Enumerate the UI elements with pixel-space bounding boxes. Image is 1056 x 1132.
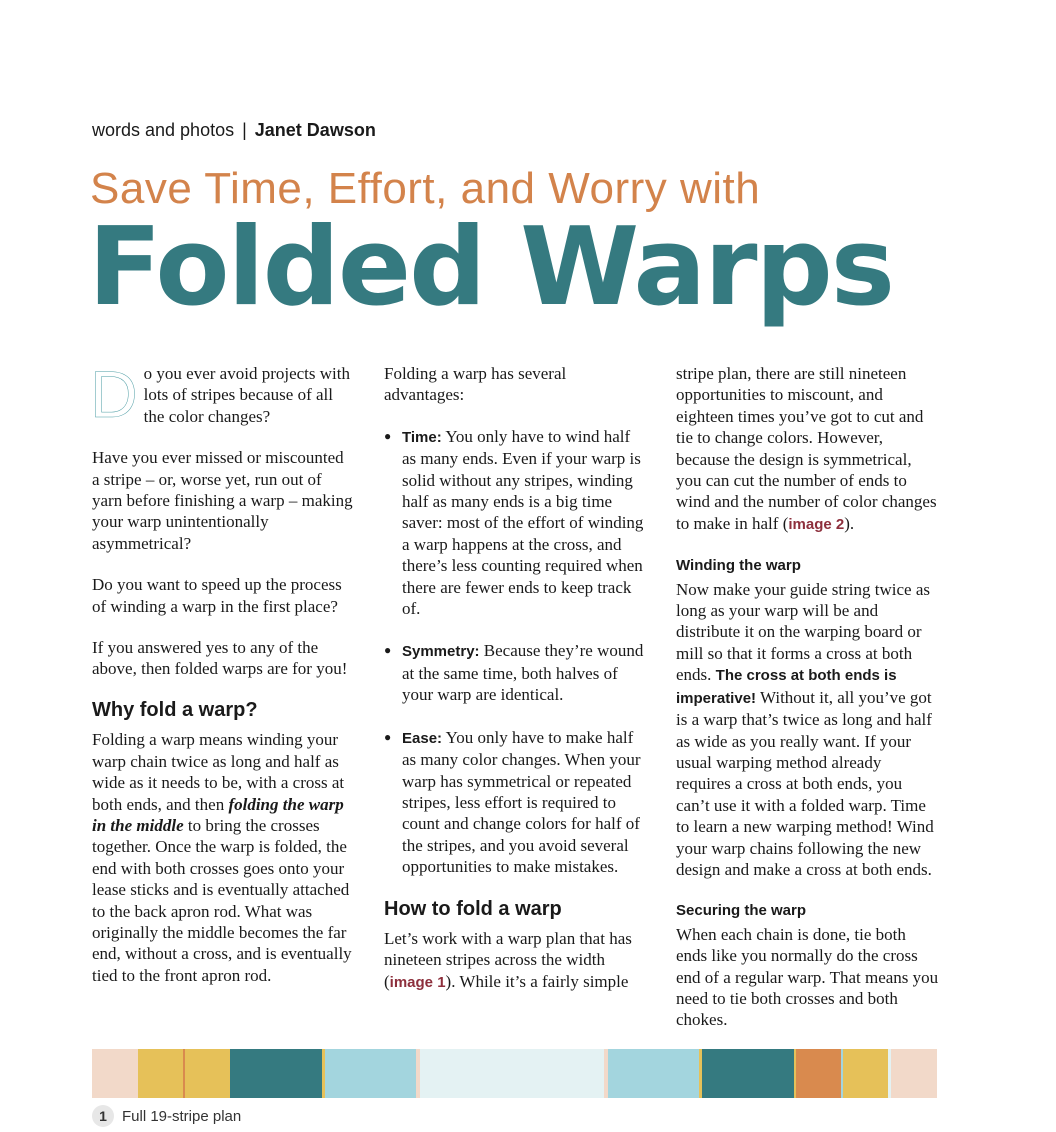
stripe	[891, 1049, 937, 1098]
list-item	[384, 640, 646, 705]
byline-label: words and photos	[92, 120, 235, 140]
text: Let’s work with a warp plan that has nineteen stripes across the width (	[384, 928, 632, 991]
advantages-list	[384, 426, 646, 878]
text: stripe plan, there are still nineteen opportunities to miscount, and eighteen times you’ve got to cut and tie to change colors. However, because the design is symmetrical, you can cut the number of ends to wind and the number of color changes to make in half (	[676, 364, 937, 533]
intro-paragraph	[90, 357, 354, 431]
stripe	[325, 1049, 416, 1098]
paragraph: Folding a warp has several advantages:	[384, 364, 567, 405]
byline	[92, 120, 376, 141]
emphasis: folding the warp in the middle	[92, 794, 344, 835]
subheading-securing: Securing the warp	[676, 902, 807, 920]
byline-separator: |	[242, 120, 247, 140]
article-headline: Folded Warps	[88, 205, 894, 330]
stripe-plan-image	[92, 1049, 937, 1098]
text: Now make your guide string twice as long as your warp will be and distribute it on the warping board or mill so that it forms a cross at both ends.	[676, 579, 930, 685]
text: Folding a warp means winding your warp chain twice as long and half as wide as it needs to be, with a cross at both ends, and then	[92, 730, 345, 814]
drop-cap: D	[90, 357, 138, 431]
bullet-text: You only have to wind half as many ends. Even if your warp is solid without any stripes, winding half as many ends is a big time saver: most of the effort of winding a warp happens at the cross, and there’s less counting required when there are fewer ends to keep track of.	[402, 426, 644, 619]
paragraph: Have you ever missed or miscounted a stripe – or, worse yet, run out of yarn before finishing a warp – making your warp unintentionally asymmetrical?	[92, 448, 353, 553]
bullet-lead: Symmetry:	[402, 643, 480, 661]
paragraph	[92, 729, 354, 986]
figure-caption	[92, 1105, 241, 1127]
text: Without it, all you’ve got is a warp that’s twice as long and half as wide as you really want. If your usual warping method already requires a cross at both ends, you can’t use it with a folded warp. Time to learn a new warping method! Wind your warp chains following the new design and make a cross at both ends.	[676, 687, 934, 879]
list-item	[384, 426, 646, 620]
stripe	[702, 1049, 794, 1098]
paragraph: Do you want to speed up the process of winding a warp in the first place?	[92, 575, 342, 616]
paragraph	[384, 928, 646, 993]
stripe	[185, 1049, 230, 1098]
text: ). While it’s a fairly simple	[445, 971, 629, 991]
paragraph: If you answered yes to any of the above, then folded warps are for you!	[92, 638, 348, 679]
stripe	[92, 1049, 138, 1098]
article-kicker: Save Time, Effort, and Worry with	[90, 164, 761, 213]
column-1	[90, 357, 354, 1006]
text: to bring the crosses together. Once the warp is folded, the end with both crosses goes onto your lease sticks and is eventually attached to the back apron rod. What was originally the middle becomes the far end, without a cross, and is eventually tied to the front apron rod.	[92, 815, 352, 985]
stripe	[230, 1049, 322, 1098]
figure-number: 1	[92, 1105, 114, 1127]
bold-text: The cross at both ends is imperative!	[676, 667, 897, 707]
byline-author: Janet Dawson	[254, 120, 376, 140]
column-2	[384, 363, 646, 1013]
paragraph: When each chain is done, tie both ends like you normally do the cross end of a regular warp. That means you need to tie both crosses and both chokes.	[676, 924, 939, 1030]
list-item	[384, 727, 646, 878]
column-3	[676, 363, 940, 1051]
stripe	[608, 1049, 699, 1098]
bullet-text: Because they’re wound at the same time, both halves of your warp are identical.	[402, 641, 644, 705]
paragraph	[676, 579, 940, 881]
stripe	[843, 1049, 888, 1098]
text: ).	[844, 513, 855, 533]
subheading-winding: Winding the warp	[676, 557, 801, 575]
paragraph	[676, 363, 940, 535]
bullet-text: You only have to make half as many color changes. When your warp has symmetrical or repeated stripes, less effort is required to count and change colors for half of the stripes, and you avoid several opportunities to make mistakes.	[402, 727, 641, 877]
heading-why-fold: Why fold a warp?	[92, 698, 258, 721]
stripe	[420, 1049, 605, 1098]
heading-how-to-fold: How to fold a warp	[384, 897, 562, 920]
stripe	[138, 1049, 183, 1098]
image-reference-link[interactable]: image 2	[788, 515, 845, 533]
image-reference-link[interactable]: image 1	[389, 973, 446, 991]
stripe	[796, 1049, 841, 1098]
bullet-lead: Ease:	[402, 729, 443, 747]
caption-text: Full 19-stripe plan	[122, 1107, 242, 1125]
bullet-lead: Time:	[402, 428, 442, 446]
intro-text: o you ever avoid projects with lots of stripes because of all the color changes?	[143, 364, 350, 426]
